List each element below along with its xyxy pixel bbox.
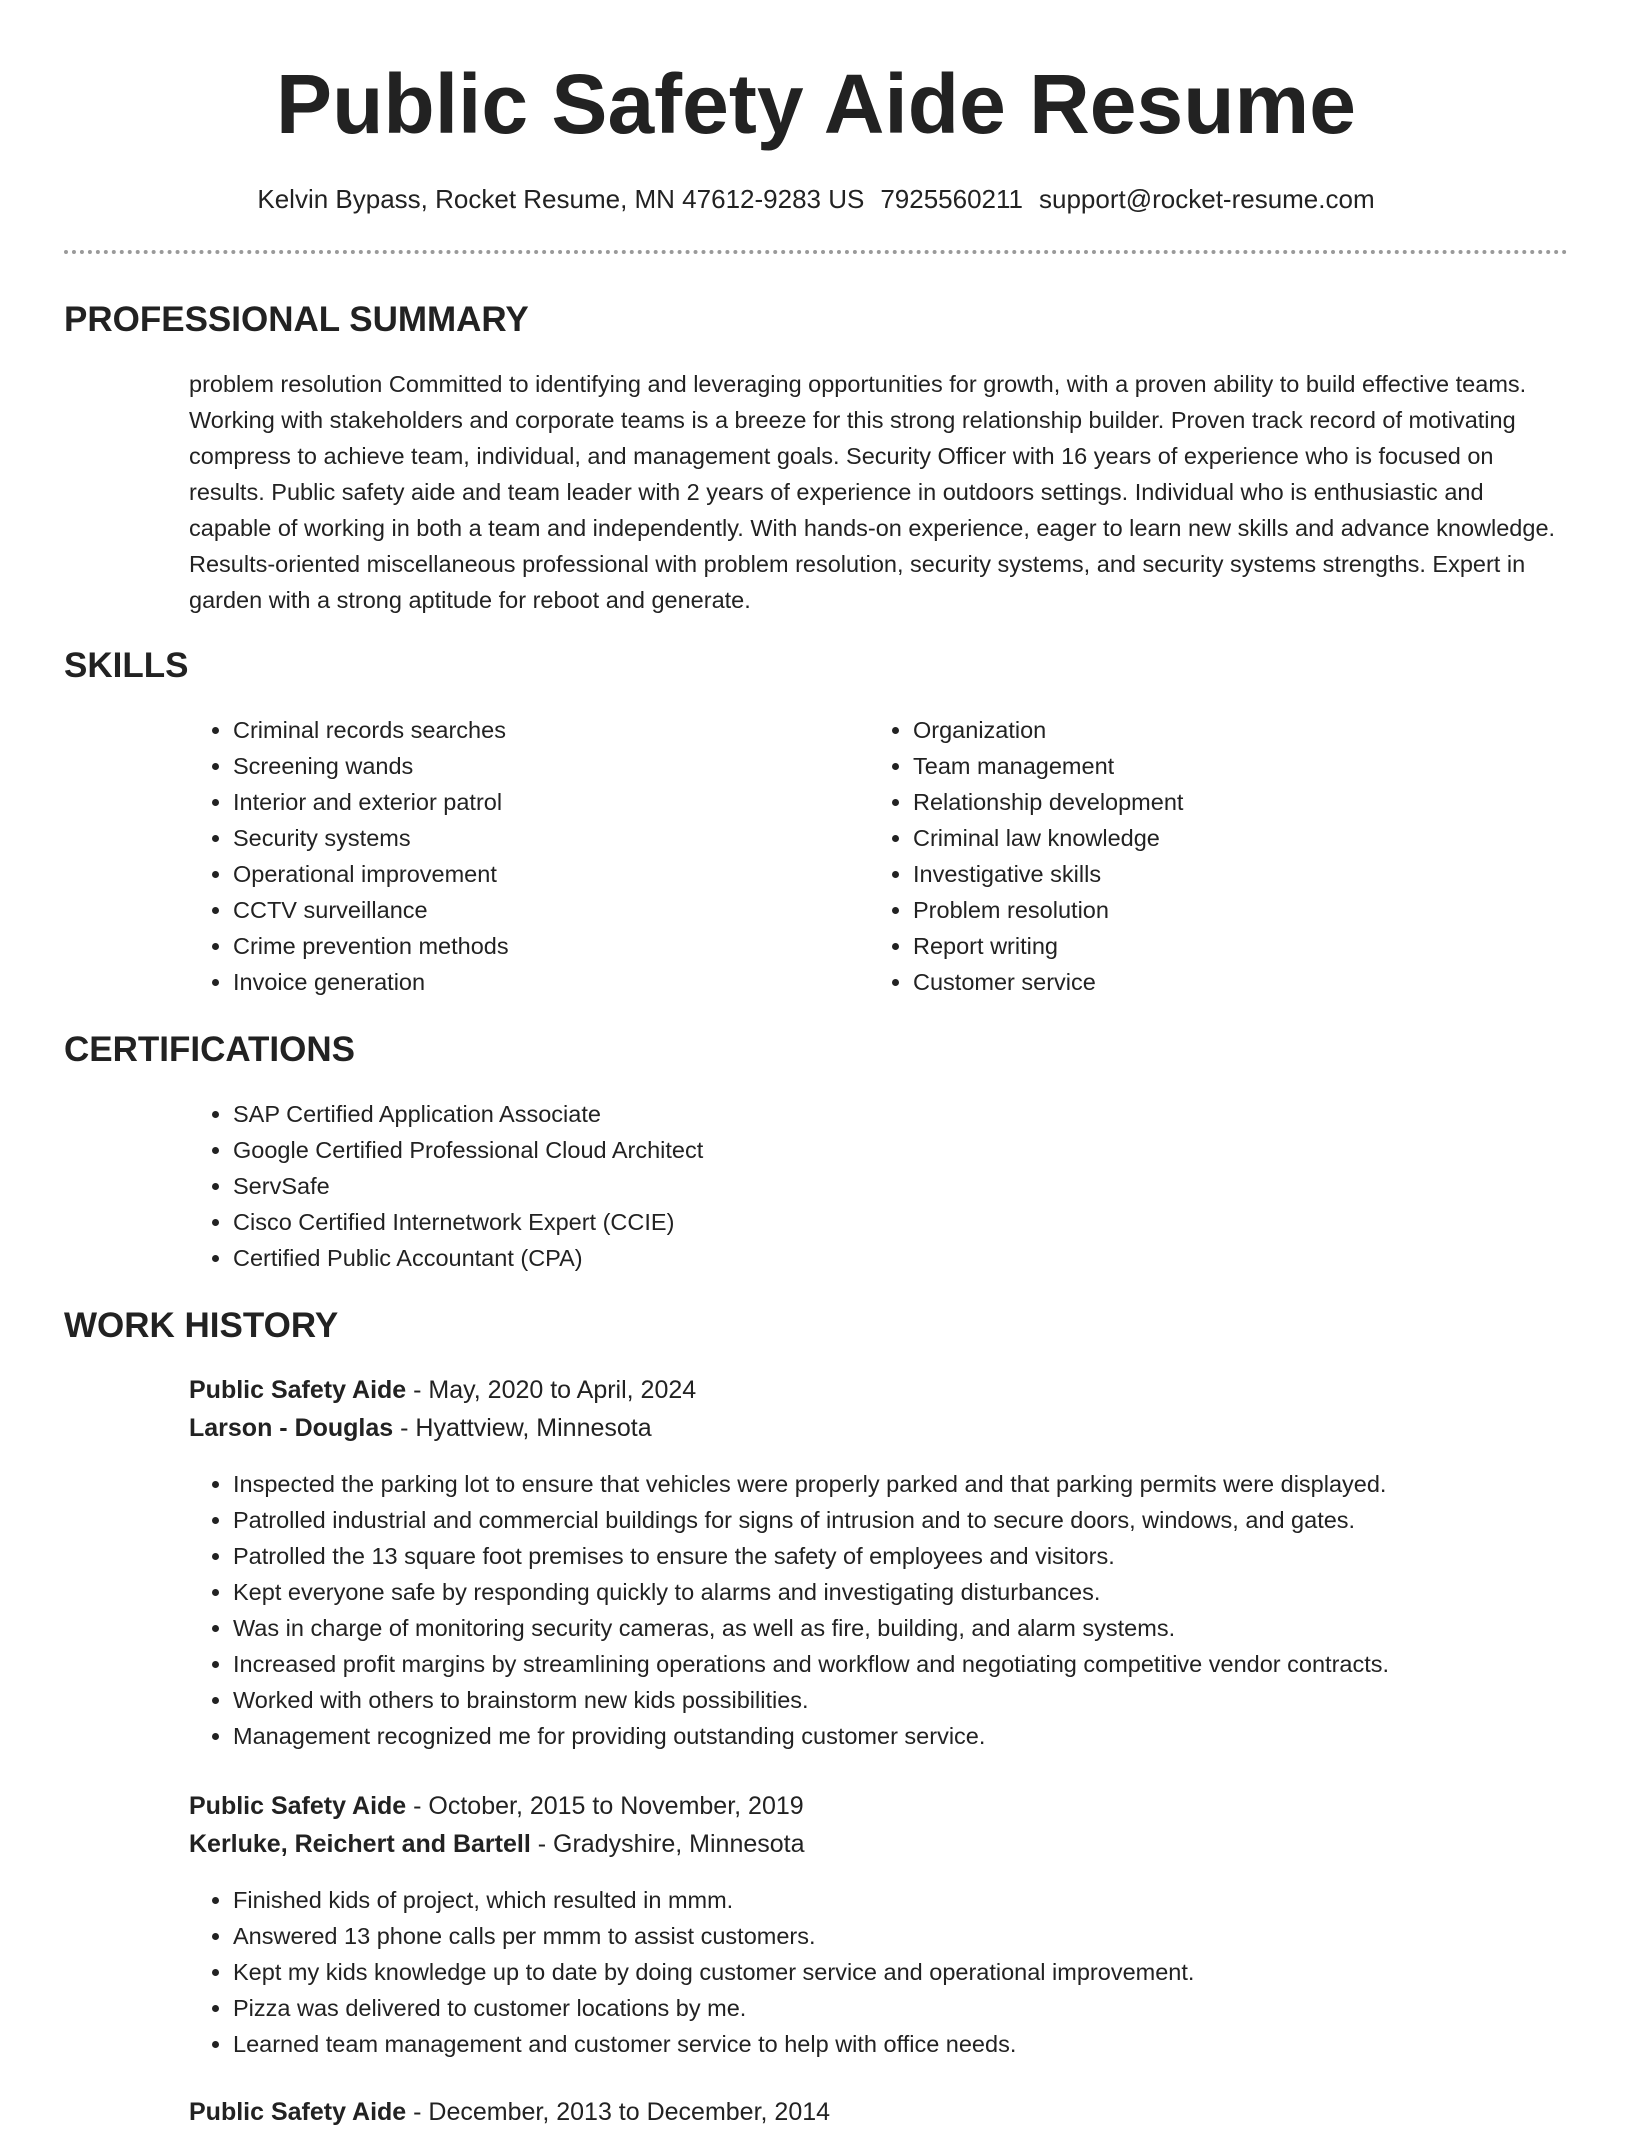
skill-item: • Report writing <box>913 928 1533 964</box>
job-2-title-line: Public Safety Aide - October, 2015 to November, 2019 <box>189 1792 804 1820</box>
job-dates: December, 2013 to December, 2014 <box>428 2098 831 2126</box>
skill-item: • Crime prevention methods <box>233 928 853 964</box>
job-company: Larson - Douglas <box>189 1414 394 1442</box>
job-bullet: • Finished kids of project, which resulted in mmm. <box>233 1882 1593 1918</box>
job-dates: October, 2015 to November, 2019 <box>428 1792 804 1820</box>
summary-heading: PROFESSIONAL SUMMARY <box>64 300 529 339</box>
header-divider <box>64 250 1568 254</box>
skills-list-right <box>869 712 1533 1000</box>
work-history-heading: WORK HISTORY <box>64 1306 339 1345</box>
contact-email: support@rocket-resume.com <box>1039 184 1375 214</box>
job-bullet: • Worked with others to brainstorm new kids possibilities. <box>233 1682 1593 1718</box>
job-title: Public Safety Aide <box>189 2098 407 2126</box>
skill-item: • Problem resolution <box>913 892 1533 928</box>
skill-item: • Customer service <box>913 964 1533 1000</box>
certification-item: • Google Certified Professional Cloud Architect <box>233 1132 1573 1168</box>
skill-item: • Relationship development <box>913 784 1533 820</box>
contact-phone: 7925560211 <box>880 184 1023 214</box>
job-bullet: • Increased profit margins by streamlining operations and workflow and negotiating competitive vendor contracts. <box>233 1646 1593 1682</box>
job-1-bullets <box>189 1466 1593 1754</box>
job-1-company-line: Larson - Douglas - Hyattview, Minnesota <box>189 1414 652 1442</box>
job-title: Public Safety Aide <box>189 1792 407 1820</box>
skill-item: • Invoice generation <box>233 964 853 1000</box>
job-bullet: • Answered 13 phone calls per mmm to assist customers. <box>233 1918 1593 1954</box>
skill-item: • Operational improvement <box>233 856 853 892</box>
job-location: Gradyshire, Minnesota <box>553 1830 805 1858</box>
skill-item: • CCTV surveillance <box>233 892 853 928</box>
job-2-bullets <box>189 1882 1593 2062</box>
skills-list-left <box>189 712 853 1000</box>
summary-text: problem resolution Committed to identifying and leveraging opportunities for growth, with a proven ability to build effective teams. Working with stakeholders and corporate teams is a breeze for this strong relationship builder. Proven track record of motivating compress to achieve team, individual, and management goals. Security Officer with 16 years of experience who is focused on results. Public safety aide and team leader with 2 years of experience in outdoors settings. Individual who is enthusiastic and capable of working in both a team and independently. With hands-on experience, eager to learn new skills and advance knowledge. Results-oriented miscellaneous professional with problem resolution, security systems, and security systems strengths. Expert in garden with a strong aptitude for reboot and generate. <box>189 371 1556 613</box>
job-1-title-line: Public Safety Aide - May, 2020 to April, 2024 <box>189 1376 697 1404</box>
job-bullet: • Inspected the parking lot to ensure that vehicles were properly parked and that parking permits were displayed. <box>233 1466 1593 1502</box>
skills-heading: SKILLS <box>64 646 189 685</box>
job-bullet: • Kept everyone safe by responding quickly to alarms and investigating disturbances. <box>233 1574 1593 1610</box>
job-bullet: • Pizza was delivered to customer locations by me. <box>233 1990 1593 2026</box>
skill-item: • Security systems <box>233 820 853 856</box>
certification-item: • Certified Public Accountant (CPA) <box>233 1240 1573 1276</box>
job-bullet: • Kept my kids knowledge up to date by doing customer service and operational improvement. <box>233 1954 1593 1990</box>
certification-item: • ServSafe <box>233 1168 1573 1204</box>
skill-item: • Team management <box>913 748 1533 784</box>
job-bullet: • Management recognized me for providing outstanding customer service. <box>233 1718 1593 1754</box>
job-bullet: • Patrolled industrial and commercial buildings for signs of intrusion and to secure doors, windows, and gates. <box>233 1502 1593 1538</box>
job-bullet: • Was in charge of monitoring security cameras, as well as fire, building, and alarm systems. <box>233 1610 1593 1646</box>
contact-address: Kelvin Bypass, Rocket Resume, MN 47612-9283 US <box>257 184 865 214</box>
certifications-heading: CERTIFICATIONS <box>64 1030 356 1069</box>
certification-item: • Cisco Certified Internetwork Expert (CCIE) <box>233 1204 1573 1240</box>
job-company: Kerluke, Reichert and Bartell <box>189 1830 531 1858</box>
contact-line <box>0 181 1632 217</box>
job-dates: May, 2020 to April, 2024 <box>428 1376 697 1404</box>
job-bullet: • Patrolled the 13 square foot premises to ensure the safety of employees and visitors. <box>233 1538 1593 1574</box>
skill-item: • Investigative skills <box>913 856 1533 892</box>
job-2-company-line: Kerluke, Reichert and Bartell - Gradyshire, Minnesota <box>189 1830 805 1858</box>
resume-title: Public Safety Aide Resume <box>276 57 1356 151</box>
skill-item: • Criminal records searches <box>233 712 853 748</box>
certifications-list <box>189 1096 1573 1276</box>
skill-item: • Screening wands <box>233 748 853 784</box>
skill-item: • Interior and exterior patrol <box>233 784 853 820</box>
skill-item: • Organization <box>913 712 1533 748</box>
certification-item: • SAP Certified Application Associate <box>233 1096 1573 1132</box>
skill-item: • Criminal law knowledge <box>913 820 1533 856</box>
job-location: Hyattview, Minnesota <box>415 1414 652 1442</box>
job-title: Public Safety Aide <box>189 1376 407 1404</box>
job-3-title-line: Public Safety Aide - December, 2013 to December, 2014 <box>189 2098 831 2126</box>
job-bullet: • Learned team management and customer service to help with office needs. <box>233 2026 1593 2062</box>
